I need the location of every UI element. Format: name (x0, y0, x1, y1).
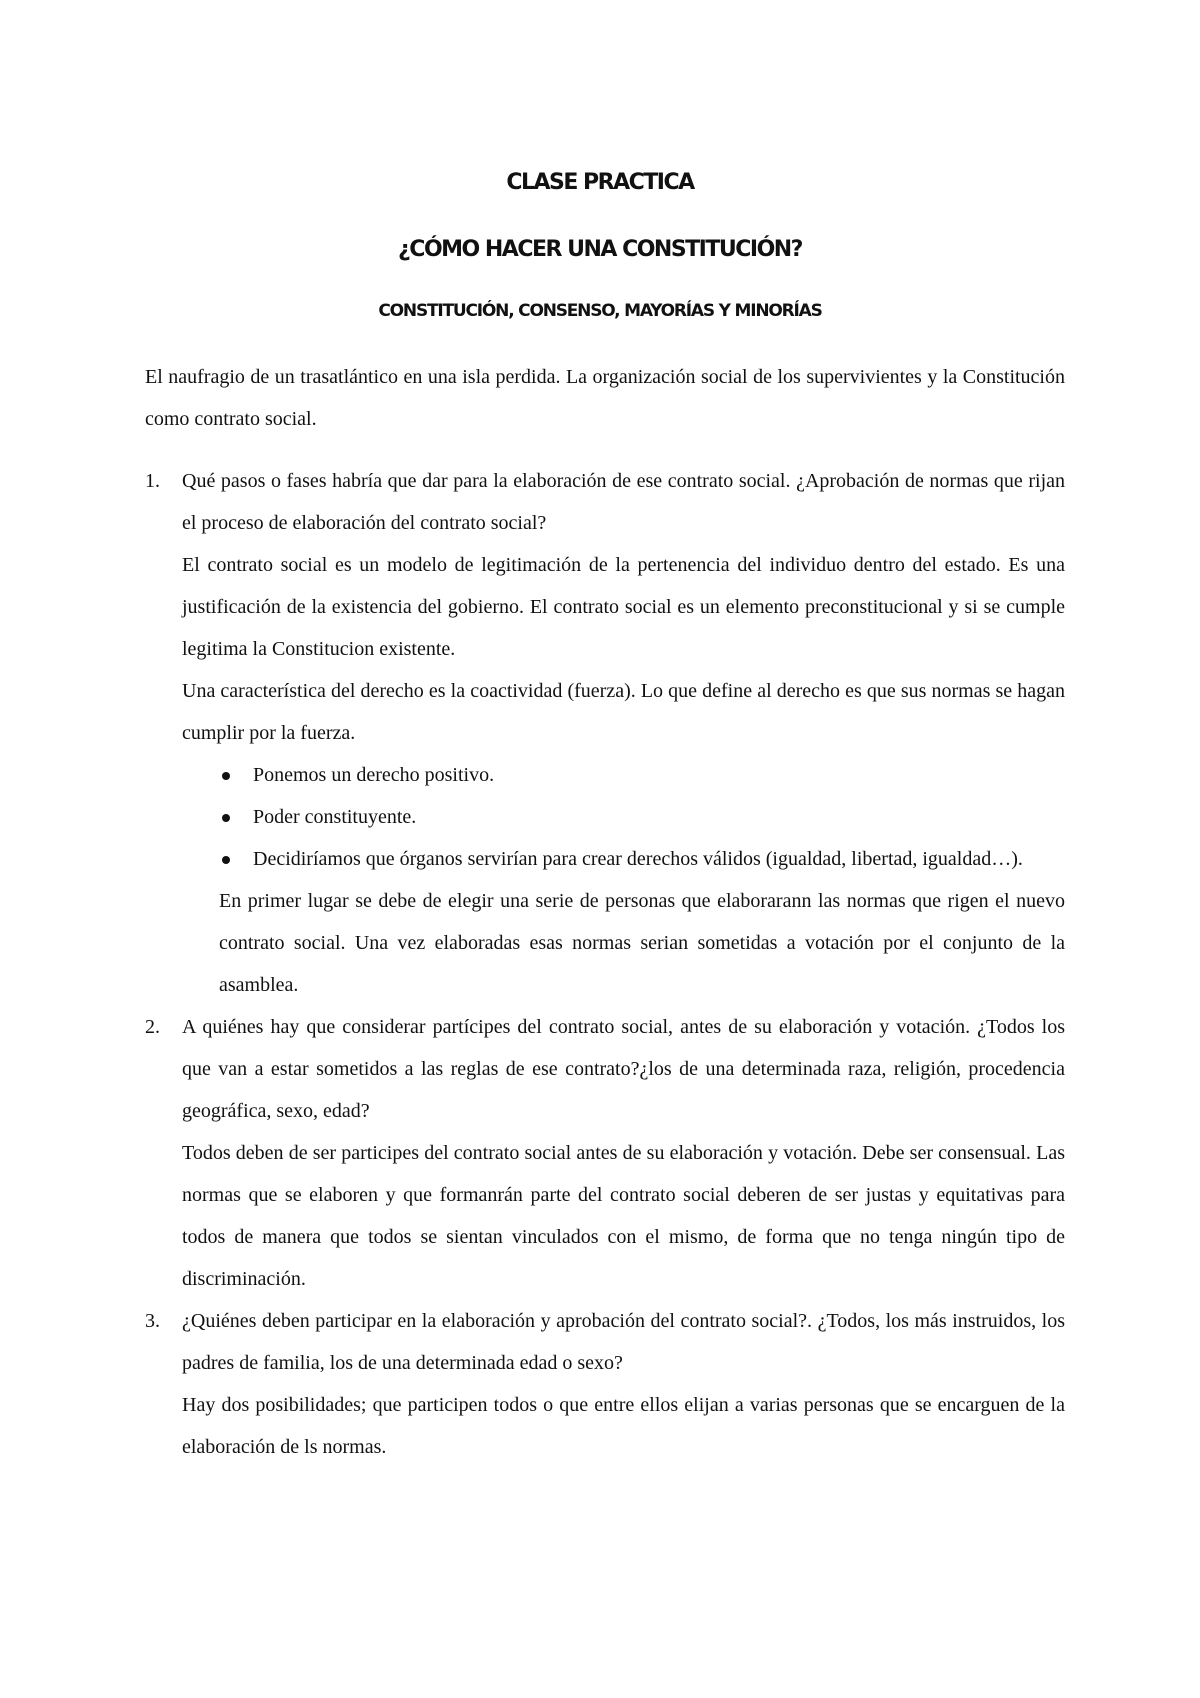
item-number: 3. (145, 1310, 160, 1332)
item-number: 2. (145, 1016, 160, 1038)
item-question: A quiénes hay que considerar partícipes del contrato social, antes de su elaboración y votación. ¿Todos los que van a estar sometidos a las reglas de ese contrato?¿los de una determinada raza, religión, procedencia geográfica, sexo, edad? (182, 1016, 1065, 1122)
bullet-icon (222, 772, 230, 780)
bullet-text: Ponemos un derecho positivo. (253, 764, 495, 786)
bullet-text: Decidiríamos que órganos servirían para crear derechos válidos (igualdad, libertad, igualdad…). (253, 848, 1023, 870)
bullet-item (182, 796, 1065, 838)
bullet-icon (222, 814, 230, 822)
intro-paragraph: El naufragio de un trasatlántico en una isla perdida. La organización social de los supervivientes y la Constitución como contrato social. (145, 366, 1065, 430)
list-item-3 (145, 1300, 1065, 1468)
list-item-1 (145, 460, 1065, 1006)
item-question: Qué pasos o fases habría que dar para la elaboración de ese contrato social. ¿Aprobación de normas que rijan el proceso de elaboración del contrato social? (182, 470, 1065, 534)
document-subtitle: ¿CÓMO HACER UNA CONSTITUCIÓN? (398, 237, 802, 262)
item-answer: Una característica del derecho es la coactividad (fuerza). Lo que define al derecho es que sus normas se hagan cumplir por la fuerza. (182, 680, 1065, 744)
bullet-icon (222, 856, 230, 864)
bullet-text: Poder constituyente. (253, 806, 417, 828)
bullet-item (182, 838, 1065, 880)
list-item-2 (145, 1006, 1065, 1300)
document-title: CLASE PRACTICA (506, 170, 694, 195)
section-heading: CONSTITUCIÓN, CONSENSO, MAYORÍAS Y MINORÍAS (378, 301, 822, 321)
item-question: ¿Quiénes deben participar en la elaboración y aprobación del contrato social?. ¿Todos, los más instruidos, los padres de familia, los de una determinada edad o sexo? (182, 1310, 1065, 1374)
item-number: 1. (145, 470, 160, 492)
item-answer: Todos deben de ser participes del contrato social antes de su elaboración y votación. Debe ser consensual. Las normas que se elaboren y que formanrán parte del contrato social deberen de ser justas y equitativas para todos de manera que todos se sientan vinculados con el mismo, de forma que no tenga ningún tipo de discriminación. (182, 1142, 1065, 1290)
document-body (145, 356, 1065, 1468)
item-answer: El contrato social es un modelo de legitimación de la pertenencia del individuo dentro del estado. Es una justificación de la existencia del gobierno. El contrato social es un elemento preconstitucional y si se cumple legitima la Constitucion existente. (182, 554, 1065, 660)
bullet-item (182, 754, 1065, 796)
item-answer: En primer lugar se debe de elegir una serie de personas que elaborarann las normas que rigen el nuevo contrato social. Una vez elaboradas esas normas serian sometidas a votación por el conjunto de la asamblea. (219, 890, 1065, 996)
bullet-list (182, 754, 1065, 880)
item-answer: Hay dos posibilidades; que participen todos o que entre ellos elijan a varias personas que se encarguen de la elaboración de ls normas. (182, 1394, 1065, 1458)
